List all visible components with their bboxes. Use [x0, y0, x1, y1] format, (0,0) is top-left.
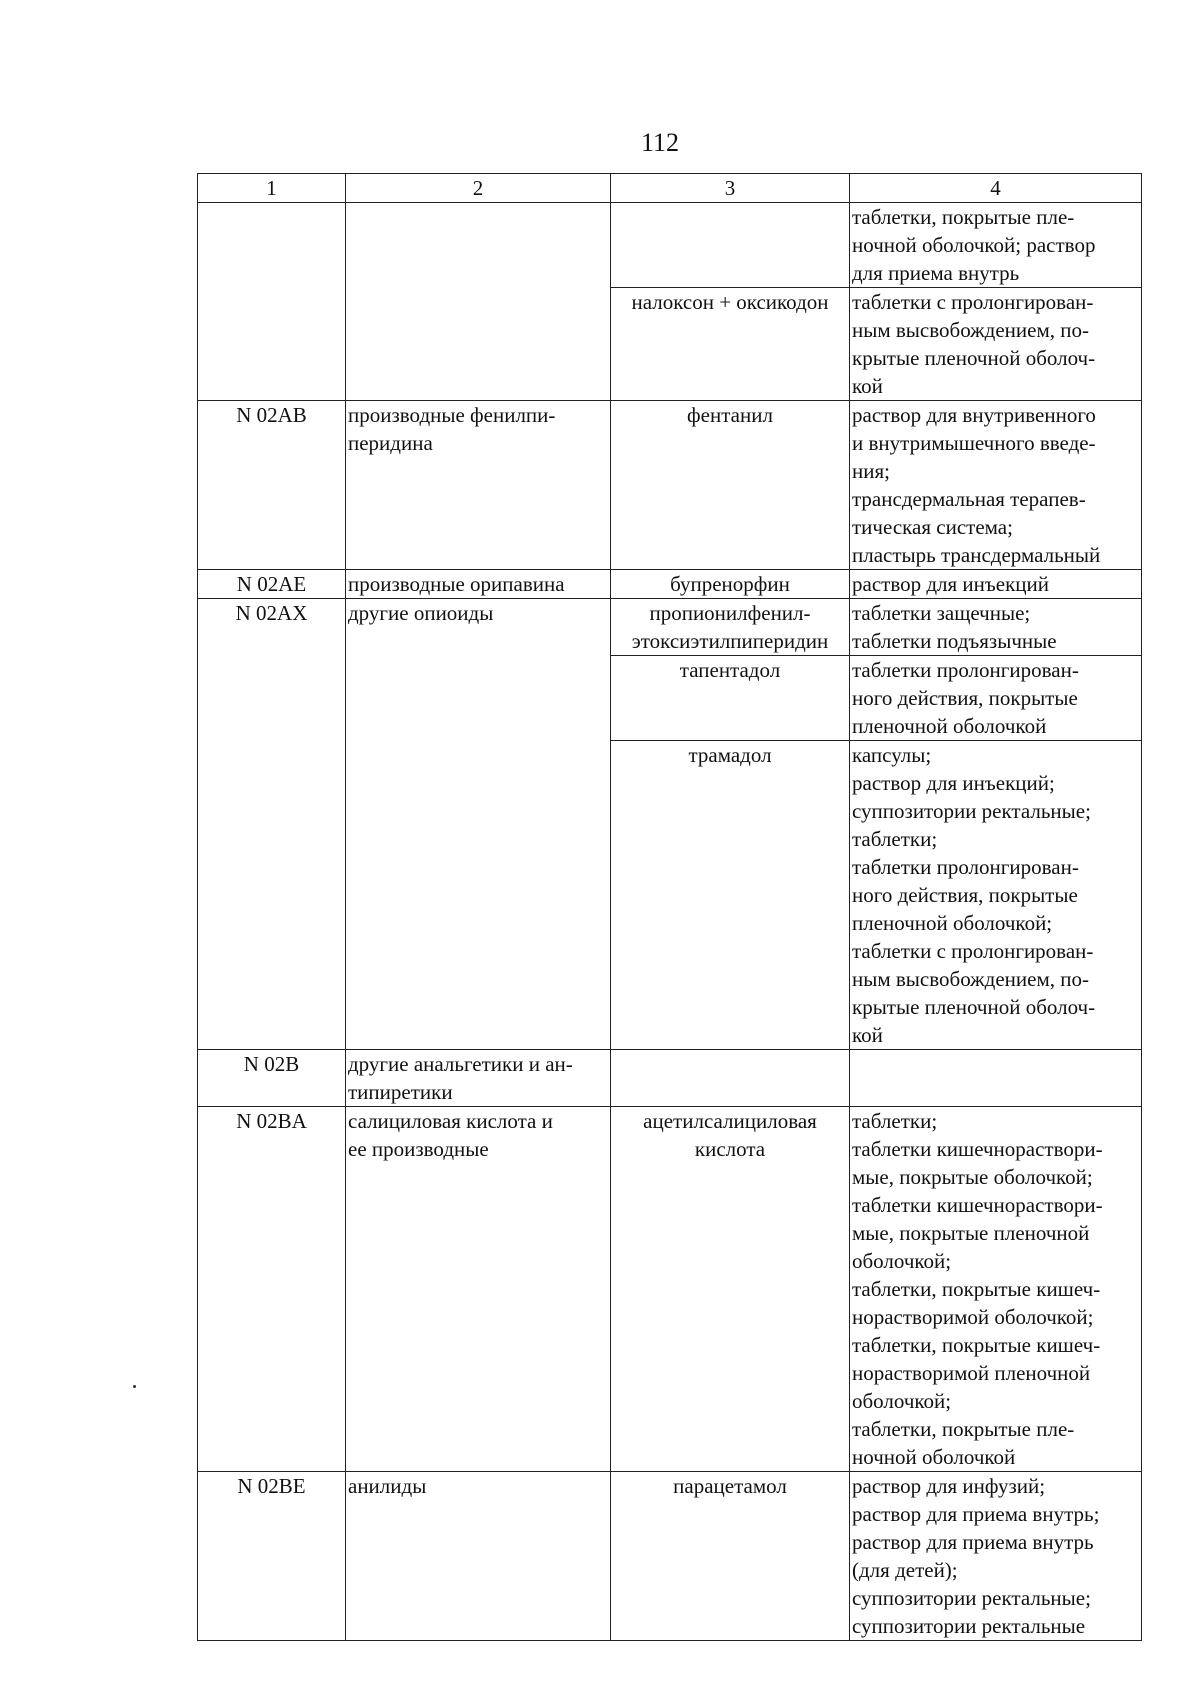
dosage-form-line: трансдермальная терапев- [852, 487, 1086, 511]
dosage-form-line: оболочкой; [852, 1389, 952, 1413]
cell-line: пропионилфенил- [649, 601, 811, 625]
dosage-form-line: крытые пленочной оболоч- [852, 995, 1096, 1019]
forms-cell [850, 570, 1142, 599]
dosage-form-line: таблетки, покрытые пле- [852, 1417, 1075, 1441]
dosage-form-line: суппозитории ректальные [852, 1614, 1086, 1638]
dosage-form-line: пленочной оболочкой [852, 714, 1047, 738]
inn-cell [611, 599, 850, 656]
inn-cell: трамадол [611, 741, 850, 1050]
dosage-form-line: мые, покрытые пленочной [852, 1221, 1090, 1245]
dosage-form-line: раствор для инфузий; [852, 1474, 1046, 1498]
dosage-form-line: ночной оболочкой; раствор [852, 233, 1096, 257]
atc-code-cell: N 02B [198, 1050, 346, 1107]
cell-line: перидина [348, 431, 433, 455]
dosage-form-line: ного действия, покрытые [852, 686, 1078, 710]
atc-code-cell: N 02AE [198, 570, 346, 599]
dosage-form-line: оболочкой; [852, 1249, 952, 1273]
forms-cell [850, 1107, 1142, 1472]
dosage-form-line: таблетки подъязычные [852, 629, 1057, 653]
dosage-form-line: капсулы; [852, 743, 932, 767]
inn-cell [611, 1050, 850, 1107]
group-cell: анилиды [346, 1472, 611, 1641]
inn-cell: бупренорфин [611, 570, 850, 599]
cell-line: производные фенилпи- [348, 403, 556, 427]
forms-cell [850, 288, 1142, 401]
dosage-form-line: таблетки с пролонгирован- [852, 939, 1094, 963]
dosage-form-line: норастворимой пленочной [852, 1361, 1091, 1385]
scan-speck [133, 1385, 136, 1388]
inn-cell: фентанил [611, 401, 850, 570]
dosage-form-line: раствор для инъекций; [852, 771, 1055, 795]
dosage-form-line: таблетки пролонгирован- [852, 658, 1079, 682]
group-cell [346, 401, 611, 570]
group-cell: другие опиоиды [346, 599, 611, 1050]
dosage-form-line: ным высвобождением, по- [852, 318, 1089, 342]
forms-cell [850, 741, 1142, 1050]
dosage-form-line: суппозитории ректальные; [852, 1586, 1091, 1610]
dosage-form-line: таблетки с пролонгирован- [852, 290, 1094, 314]
cell-line: кислота [694, 1137, 766, 1161]
forms-cell [850, 599, 1142, 656]
dosage-form-line: таблетки; [852, 1109, 938, 1133]
header-cell: 4 [850, 174, 1142, 203]
dosage-form-line: ночной оболочкой [852, 1445, 1016, 1469]
forms-cell [850, 401, 1142, 570]
atc-code-cell: N 02BA [198, 1107, 346, 1472]
forms-cell [850, 1472, 1142, 1641]
inn-cell: налоксон + оксикодон [611, 288, 850, 401]
dosage-form-line: ным высвобождением, по- [852, 967, 1089, 991]
table-row [198, 1107, 1142, 1472]
dosage-form-line: таблетки; [852, 827, 938, 851]
dosage-form-line: суппозитории ректальные; [852, 799, 1091, 823]
drug-table [197, 173, 1142, 1641]
atc-code-cell [198, 203, 346, 401]
table-row [198, 1472, 1142, 1641]
atc-code-cell: N 02AB [198, 401, 346, 570]
group-cell: производные орипавина [346, 570, 611, 599]
dosage-form-line: таблетки, покрытые пле- [852, 205, 1075, 229]
header-cell: 2 [346, 174, 611, 203]
table-row [198, 1050, 1142, 1107]
table-row [198, 203, 1142, 288]
forms-cell [850, 203, 1142, 288]
dosage-form-line: (для детей); [852, 1558, 958, 1582]
inn-cell [611, 1107, 850, 1472]
dosage-form-line: таблетки пролонгирован- [852, 855, 1079, 879]
inn-cell: тапентадол [611, 656, 850, 741]
atc-code-cell: N 02AX [198, 599, 346, 1050]
atc-code-cell: N 02BE [198, 1472, 346, 1641]
dosage-form-line: раствор для приема внутрь; [852, 1502, 1100, 1526]
cell-line: этоксиэтилпиперидин [631, 629, 829, 653]
table-header-row [198, 174, 1142, 203]
cell-line: салициловая кислота и [348, 1109, 553, 1133]
dosage-form-line: мые, покрытые оболочкой; [852, 1165, 1093, 1189]
forms-cell [850, 656, 1142, 741]
dosage-form-line: таблетки кишечнораствори- [852, 1137, 1103, 1161]
dosage-form-line: крытые пленочной оболоч- [852, 346, 1096, 370]
dosage-form-line: таблетки, покрытые кишеч- [852, 1333, 1101, 1357]
page-number: 112 [640, 128, 680, 157]
dosage-form-line: таблетки кишечнораствори- [852, 1193, 1103, 1217]
table-row [198, 599, 1142, 656]
dosage-form-line: кой [852, 1023, 883, 1047]
dosage-form-line: тическая система; [852, 515, 1013, 539]
dosage-form-line: пластырь трансдермальный [852, 543, 1101, 567]
dosage-form-line: таблетки, покрытые кишеч- [852, 1277, 1101, 1301]
cell-line: типиретики [348, 1080, 453, 1104]
dosage-form-line: ния; [852, 459, 890, 483]
dosage-form-line: кой [852, 374, 883, 398]
cell-line: ацетилсалициловая [643, 1109, 817, 1133]
dosage-form-line: ного действия, покрытые [852, 883, 1078, 907]
inn-cell [611, 203, 850, 288]
dosage-form-line: норастворимой оболочкой; [852, 1305, 1094, 1329]
inn-cell: парацетамол [611, 1472, 850, 1641]
group-cell [346, 1050, 611, 1107]
cell-line: другие анальгетики и ан- [348, 1052, 573, 1076]
dosage-form-line: для приема внутрь [852, 261, 1020, 285]
dosage-form-line: пленочной оболочкой; [852, 911, 1053, 935]
header-cell: 3 [611, 174, 850, 203]
table-row [198, 570, 1142, 599]
dosage-form-line: раствор для инъекций [852, 572, 1049, 596]
dosage-form-line: раствор для приема внутрь [852, 1530, 1094, 1554]
forms-cell [850, 1050, 1142, 1107]
table-row [198, 401, 1142, 570]
dosage-form-line: раствор для внутривенного [852, 403, 1096, 427]
dosage-form-line: и внутримышечного введе- [852, 431, 1096, 455]
group-cell [346, 1107, 611, 1472]
dosage-form-line: таблетки защечные; [852, 601, 1031, 625]
header-cell: 1 [198, 174, 346, 203]
cell-line: ее производные [348, 1137, 489, 1161]
group-cell [346, 203, 611, 401]
